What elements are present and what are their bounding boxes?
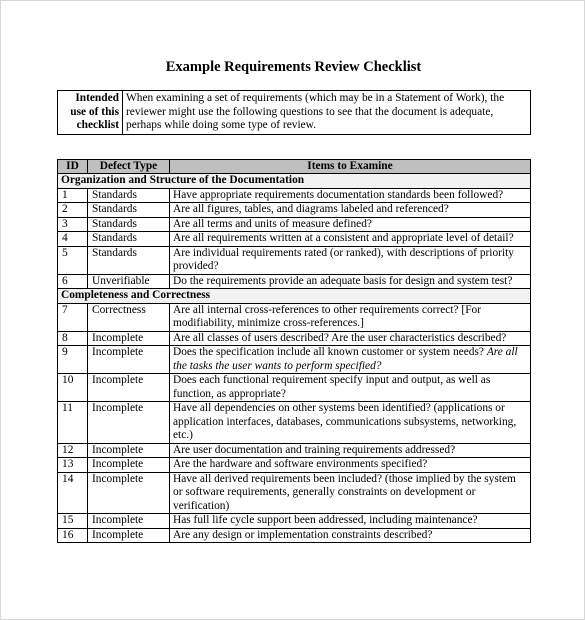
row-id: 11 [58,402,88,444]
row-id: 7 [58,303,88,331]
row-item-question: Are all internal cross-references to other requirements correct? [For modifiability, minimize cross-references.] [173,303,482,329]
row-defect-type: Incomplete [88,402,170,444]
row-id: 2 [58,203,88,218]
row-id: 12 [58,443,88,458]
row-defect-type: Standards [88,232,170,247]
row-defect-type: Incomplete [88,443,170,458]
checklist-row [58,514,531,529]
row-defect-type: Incomplete [88,458,170,473]
checklist-row [58,303,531,331]
intro-table [57,90,531,135]
row-id: 5 [58,246,88,274]
row-item-text [170,274,531,289]
row-item-text [170,303,531,331]
row-defect-type: Standards [88,217,170,232]
row-item-text [170,472,531,514]
row-id: 3 [58,217,88,232]
row-id: 6 [58,274,88,289]
checklist-row [58,232,531,247]
row-defect-type: Incomplete [88,514,170,529]
checklist-row [58,472,531,514]
row-item-question: Does each functional requirement specify input and output, as well as function, as appropriate? [173,374,491,400]
row-id: 1 [58,188,88,203]
row-defect-type: Standards [88,188,170,203]
row-item-question: Are all requirements written at a consistent and appropriate level of detail? [173,232,514,244]
row-item-question: Are the hardware and software environments specified? [173,458,428,470]
row-item-question: Do the requirements provide an adequate basis for design and system test? [173,274,513,287]
row-id: 15 [58,514,88,529]
checklist-row [58,402,531,444]
row-item-question: Are any design or implementation constraints described? [173,528,433,541]
checklist-body [58,174,531,543]
row-id: 16 [58,528,88,543]
checklist-row [58,346,531,374]
row-defect-type: Incomplete [88,374,170,402]
checklist-row [58,217,531,232]
row-item-question: Does the specification include all known customer or system needs? [173,346,484,358]
row-item-question: Have all dependencies on other systems been identified? (applications or application interfaces, databases, communications subsystems, networking, etc.) [173,402,517,441]
row-item-text [170,374,531,402]
checklist-row [58,274,531,289]
row-item-question: Have appropriate requirements documentation standards been followed? [173,188,504,201]
row-item-question: Are all classes of users described? Are the user characteristics described? [173,331,507,344]
row-id: 13 [58,458,88,473]
row-item-text [170,402,531,444]
row-item-text [170,246,531,274]
header-id: ID [58,160,88,174]
checklist-row [58,188,531,203]
row-item-italic-note: Are all the tasks the user wants to perform specified? [173,346,518,372]
row-item-text [170,217,531,232]
checklist-row [58,374,531,402]
row-id: 8 [58,331,88,346]
checklist-row [58,246,531,274]
row-item-question: Are all terms and units of measure defined? [173,217,372,230]
row-defect-type: Standards [88,246,170,274]
row-id: 9 [58,346,88,374]
section-row [58,289,531,304]
row-defect-type: Standards [88,203,170,218]
row-id: 10 [58,374,88,402]
row-defect-type: Incomplete [88,346,170,374]
checklist-row [58,458,531,473]
section-row [58,174,531,189]
row-item-text [170,331,531,346]
row-item-text [170,188,531,203]
section-title: Completeness and Correctness [58,289,531,304]
header-items: Items to Examine [170,160,531,174]
row-item-question: Are individual requirements rated (or ranked), with descriptions of priority provided? [173,246,514,272]
row-item-question: Are all figures, tables, and diagrams labeled and referenced? [173,203,449,215]
section-title: Organization and Structure of the Documentation [58,174,531,189]
intro-text: When examining a set of requirements (which may be in a Statement of Work), the reviewer might use the following questions to see that the document is adequate, perhaps while doing some type of review. [123,91,531,135]
row-item-text [170,458,531,473]
row-defect-type: Incomplete [88,528,170,543]
checklist-header-row [58,160,531,174]
row-item-text [170,514,531,529]
checklist-row [58,203,531,218]
header-defect-type: Defect Type [88,160,170,174]
row-item-text [170,346,531,374]
row-defect-type: Unverifiable [88,274,170,289]
row-item-question: Have all derived requirements been included? (those implied by the system or software requirements, generally constraints on development or verification) [173,472,516,512]
row-item-text [170,203,531,218]
checklist-table [57,159,531,543]
row-item-question: Has full life cycle support been addressed, including maintenance? [173,514,478,526]
document-title: Example Requirements Review Checklist [165,59,422,75]
row-defect-type: Correctness [88,303,170,331]
row-defect-type: Incomplete [88,472,170,514]
row-item-question: Are user documentation and training requirements addressed? [173,443,456,456]
intro-row [58,91,531,135]
intro-label: Intended use of this checklist [58,91,123,135]
checklist-row [58,331,531,346]
row-item-text [170,528,531,543]
checklist-row [58,528,531,543]
row-defect-type: Incomplete [88,331,170,346]
row-id: 4 [58,232,88,247]
row-id: 14 [58,472,88,514]
checklist-row [58,443,531,458]
row-item-text [170,443,531,458]
row-item-text [170,232,531,247]
